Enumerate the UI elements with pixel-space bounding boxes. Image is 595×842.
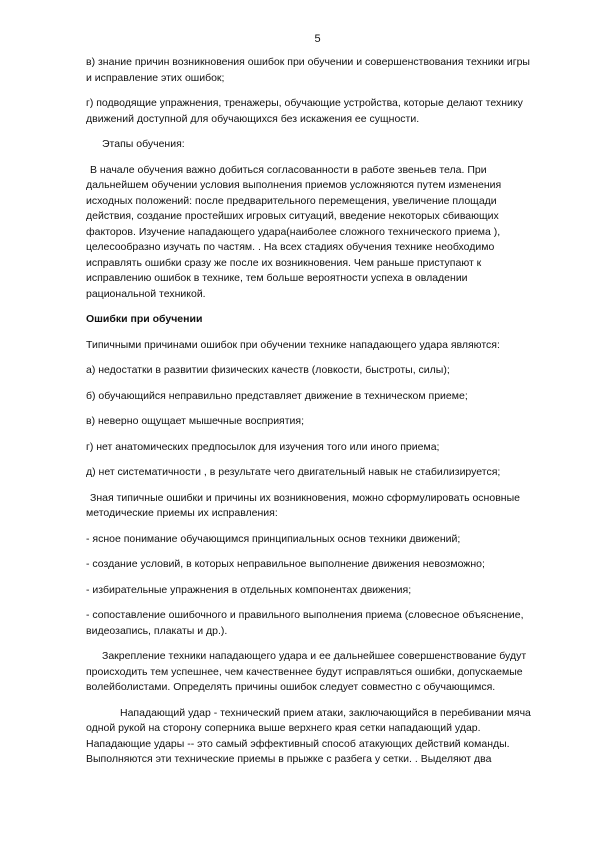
paragraph-knowledge-of-errors: в) знание причин возникновения ошибок при обучении и совершенствования техники игры и исправление этих ошибок; (86, 56, 530, 84)
paragraph-initial-training: В начале обучения важно добиться согласованности в работе звеньев тела. При дальнейшем обучении условия выполнения приемов усложняются путем изменения исходных положений: после предварительного перемещения, увеличение площади действия, создание простейших игровых ситуаций, введение некоторых сбивающих факторов. Изучение нападающего удара(наиболее сложного технического приема ), целесообразно изучать по частям. . На всех стадиях обучения технике необходимо исправлять ошибки сразу же после их возникновения. Чем раньше приступают к исправлению ошибок в технике, тем больше вероятности успеха в овладении рациональной техникой. (86, 163, 502, 300)
heading-training-errors: Ошибки при обучении (86, 313, 203, 325)
list-item-b: б) обучающийся неправильно представляет движение в техническом приеме; (86, 389, 468, 402)
paragraph-consolidation: Закрепление техники нападающего удара и ее дальнейшее совершенствование будут происходить тем успешнее, чем качественнее будут исправляться ошибки, допускаемые волейболистами. Определять причины ошибок следует совместно с обучающимся. (86, 650, 527, 693)
list-item-d: д) нет систематичности , в результате чего двигательный навык не стабилизируется; (86, 466, 501, 478)
document-body (86, 55, 538, 778)
page-number: 5 (314, 33, 321, 45)
list-item-g: г) нет анатомических предпосылок для изучения того или иного приема; (86, 440, 440, 453)
paragraph-lead-up-exercises: г) подводящие упражнения, тренажеры, обучающие устройства, которые делают технику движений доступной для обучающихся без искажения ее сущности. (86, 97, 523, 125)
method-item-selective-exercises: - избирательные упражнения в отдельных компонентах движения; (86, 583, 412, 596)
paragraph-attack-hit: Нападающий удар - технический прием атаки, заключающийся в перебивании мяча одной рукой на сторону соперника выше верхнего края сетки нападающий удар. Нападающие удары -- это самый эффективный способ атакующих действий команды. Выполняются эти технические приемы в прыжке с разбега у сетки. . Выделяют два (86, 706, 531, 765)
method-item-conditions: - создание условий, в которых неправильное выполнение движения невозможно; (86, 558, 485, 570)
method-item-comparison: - сопоставление ошибочного и правильного выполнения приема (словесное объяснение, видеозапись, плакаты и др.). (86, 609, 524, 637)
list-item-a: а) недостатки в развитии физических качеств (ловкости, быстроты, силы); (86, 364, 450, 376)
heading-training-stages: Этапы обучения: (102, 138, 185, 150)
method-item-understanding: - ясное понимание обучающимся принципиальных основ техники движений; (86, 532, 461, 545)
list-item-v: в) неверно ощущает мышечные восприятия; (86, 415, 305, 427)
paragraph-correction-methods: Зная типичные ошибки и причины их возникновения, можно сформулировать основные методические приемы их исправления: (86, 491, 520, 519)
paragraph-typical-causes: Типичными причинами ошибок при обучении технике нападающего удара являются: (86, 338, 500, 351)
